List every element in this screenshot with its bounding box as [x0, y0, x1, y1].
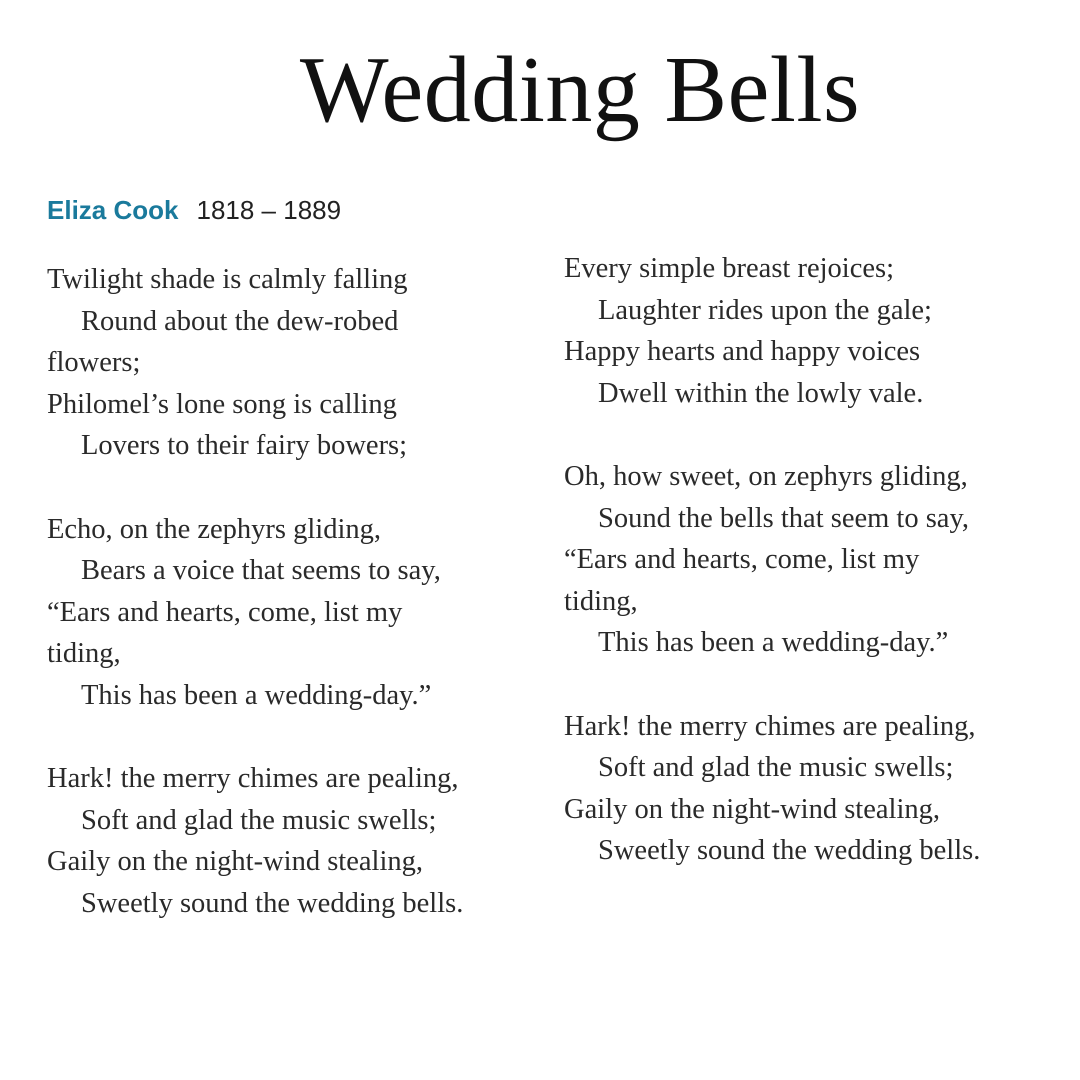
- poem-line: Dwell within the lowly vale.: [598, 377, 924, 409]
- poem-line: This has been a wedding-day.”: [81, 679, 432, 711]
- stanza: [564, 248, 1034, 414]
- author-link[interactable]: Eliza Cook: [47, 195, 179, 225]
- stanza: [47, 509, 517, 717]
- poem-line: Happy hearts and happy voices: [564, 336, 921, 368]
- stanza: [564, 706, 1034, 872]
- poem-line: Laughter rides upon the gale;: [598, 294, 932, 326]
- stanza: [47, 259, 517, 467]
- poem-line: Gaily on the night-wind stealing,: [47, 846, 423, 878]
- poem-line: Sweetly sound the wedding bells.: [598, 835, 981, 867]
- poem-line: tiding,: [47, 638, 121, 670]
- poem-column-left: [47, 259, 517, 966]
- poem-line: Hark! the merry chimes are pealing,: [564, 710, 976, 742]
- poem-line: Twilight shade is calmly falling: [47, 264, 408, 295]
- stanza: [564, 456, 1034, 664]
- stanza: [47, 758, 517, 924]
- author-dates: 1818 – 1889: [196, 195, 342, 225]
- poem-line: Sweetly sound the wedding bells.: [81, 887, 464, 919]
- byline: [47, 193, 341, 227]
- poem-line: “Ears and hearts, come, list my: [47, 596, 403, 628]
- poem-title: Wedding Bells: [299, 38, 861, 142]
- poem-column-right: [564, 248, 1034, 914]
- poem-line: “Ears and hearts, come, list my: [564, 544, 920, 576]
- poem-line: Round about the dew-robed: [81, 305, 399, 337]
- poem-line: Gaily on the night-wind stealing,: [564, 793, 940, 825]
- poem-line: Philomel’s lone song is calling: [47, 388, 397, 420]
- poem-line: Every simple breast rejoices;: [564, 253, 895, 284]
- poem-line: Soft and glad the music swells;: [598, 752, 954, 784]
- poem-line: Sound the bells that seem to say,: [598, 502, 969, 534]
- poem-line: Oh, how sweet, on zephyrs gliding,: [564, 460, 968, 492]
- poem-line: This has been a wedding-day.”: [598, 627, 949, 659]
- poem-line: Lovers to their fairy bowers;: [81, 430, 408, 462]
- poem-line: tiding,: [564, 585, 638, 617]
- poem-line: Echo, on the zephyrs gliding,: [47, 513, 382, 545]
- poem-line: Hark! the merry chimes are pealing,: [47, 763, 459, 795]
- poem-line: Soft and glad the music swells;: [81, 804, 437, 836]
- poem-line: Bears a voice that seems to say,: [81, 555, 441, 587]
- poem-line: flowers;: [47, 347, 141, 379]
